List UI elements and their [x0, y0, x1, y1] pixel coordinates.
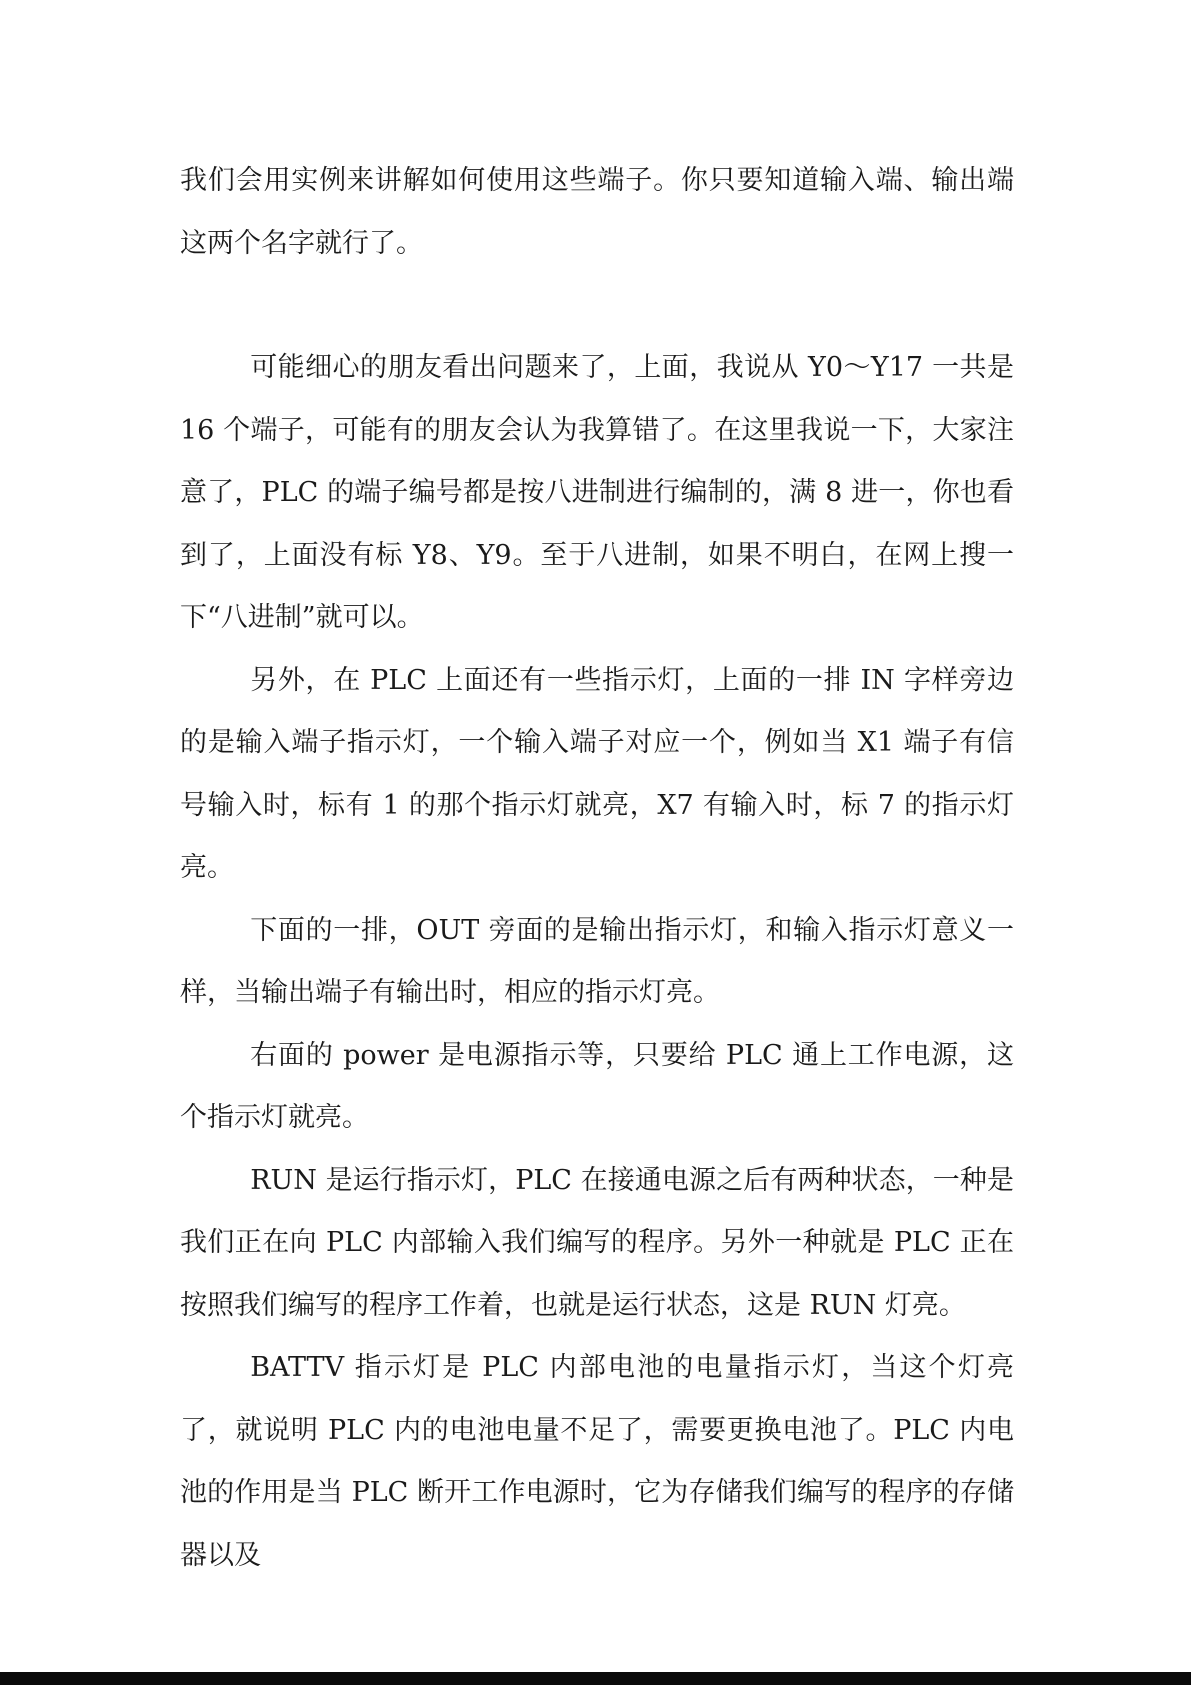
- paragraph-battery-indicator: BATTV 指示灯是 PLC 内部电池的电量指示灯，当这个灯亮了，就说明 PLC 内的电池电量不足了，需要更换电池了。PLC 内电池的作用是当 PLC 断开工作电源时，它为存储我们编写的程序的存储器以及: [180, 1352, 1014, 1571]
- paragraph-input-indicators: 另外，在 PLC 上面还有一些指示灯，上面的一排 IN 字样旁边的是输入端子指示灯，一个输入端子对应一个，例如当 X1 端子有信号输入时，标有 1 的那个指示灯就亮，X7 有输入时，标 7 的指示灯亮。: [180, 664, 1014, 883]
- paragraph-terminals-usage: 我们会用实例来讲解如何使用这些端子。你只要知道输入端、输出端这两个名字就行了。: [180, 165, 1014, 259]
- page-bottom-border: [0, 1672, 1191, 1685]
- paragraph-power-indicator: 右面的 power 是电源指示等，只要给 PLC 通上工作电源，这个指示灯就亮。: [180, 1039, 1014, 1133]
- paragraph-octal-numbering: 可能细心的朋友看出问题来了，上面，我说从 Y0～Y17 一共是 16 个端子，可能有的朋友会认为我算错了。在这里我说一下，大家注意了，PLC 的端子编号都是按八进制进行编制的，满 8 进一，你也看到了，上面没有标 Y8、Y9。至于八进制，如果不明白，在网上搜一下“八进制”就可以。: [180, 352, 1014, 633]
- document-body: [180, 150, 1014, 1587]
- paragraph-output-indicators: 下面的一排，OUT 旁面的是输出指示灯，和输入指示灯意义一样，当输出端子有输出时，相应的指示灯亮。: [180, 914, 1014, 1008]
- paragraph-run-indicator: RUN 是运行指示灯，PLC 在接通电源之后有两种状态，一种是我们正在向 PLC 内部输入我们编写的程序。另外一种就是 PLC 正在按照我们编写的程序工作着，也就是运行状态，这是 RUN 灯亮。: [180, 1164, 1014, 1321]
- paragraph-spacer: [180, 275, 1014, 337]
